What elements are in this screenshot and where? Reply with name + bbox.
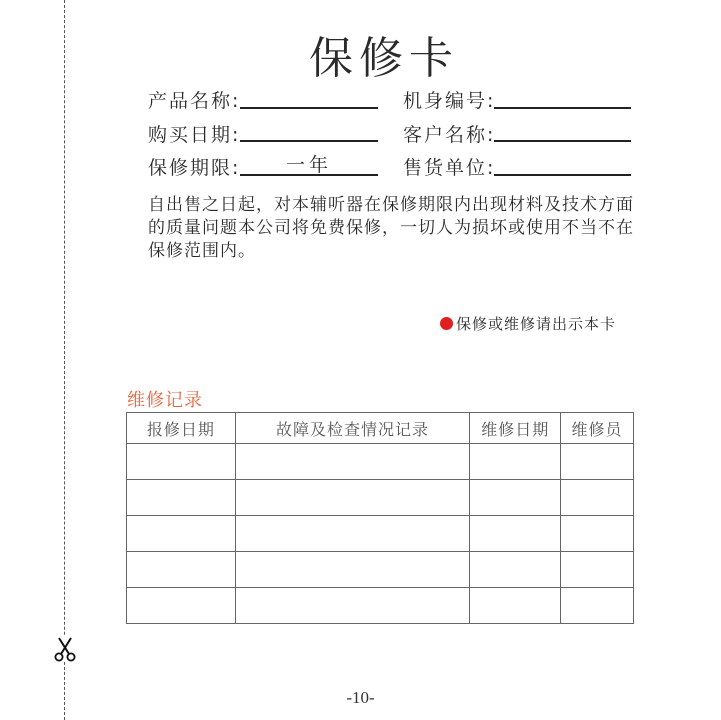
- customer-name-field: [403, 120, 495, 147]
- warranty-period-field: [148, 153, 240, 180]
- warranty-period-value: 一年: [285, 154, 332, 176]
- repair-records-title: 维修记录: [127, 390, 203, 411]
- product-name-field: [148, 86, 240, 113]
- serial-field: [403, 86, 495, 113]
- purchase-date-field: [148, 120, 240, 147]
- table-cell[interactable]: [470, 588, 561, 624]
- table-cell[interactable]: [127, 480, 236, 516]
- table-cell[interactable]: [127, 552, 236, 588]
- table-cell[interactable]: [561, 552, 634, 588]
- table-cell[interactable]: [127, 588, 236, 624]
- table-row: [127, 552, 634, 588]
- table-cell[interactable]: [470, 480, 561, 516]
- warranty-description: 自出售之日起，对本辅听器在保修期限内出现材料及技术方面的质量问题本公司将免费保修，一切人为损坏或使用不当不在保修范围内。: [148, 195, 634, 261]
- column-header: 报修日期: [127, 413, 236, 444]
- table-cell[interactable]: [561, 588, 634, 624]
- page-number: -10-: [346, 688, 375, 707]
- column-header: 维修员: [561, 413, 634, 444]
- notice-text: 保修或维修请出示本卡: [456, 315, 617, 333]
- table-cell[interactable]: [127, 516, 236, 552]
- table-cell[interactable]: [470, 516, 561, 552]
- table-cell[interactable]: [235, 444, 470, 480]
- table-cell[interactable]: [235, 588, 470, 624]
- red-dot-icon: [440, 317, 453, 330]
- warranty-period-label: 保修期限:: [148, 157, 241, 179]
- table-header-row: [127, 413, 634, 444]
- table-cell[interactable]: [235, 480, 470, 516]
- warranty-period-value-field: [240, 150, 378, 174]
- product-name-label: 产品名称:: [148, 90, 241, 112]
- scissors-icon: [52, 636, 78, 662]
- card-title: 保修卡: [309, 33, 459, 84]
- table-cell[interactable]: [127, 444, 236, 480]
- table-cell[interactable]: [470, 552, 561, 588]
- table-cell[interactable]: [561, 516, 634, 552]
- table-row: [127, 480, 634, 516]
- customer-name-label: 客户名称:: [403, 124, 496, 146]
- serial-label: 机身编号:: [403, 90, 496, 112]
- column-header: 维修日期: [470, 413, 561, 444]
- dealer-field: [403, 153, 495, 180]
- table-row: [127, 516, 634, 552]
- table-cell[interactable]: [470, 444, 561, 480]
- table-cell[interactable]: [235, 552, 470, 588]
- purchase-date-label: 购买日期:: [148, 124, 241, 146]
- table-cell[interactable]: [235, 516, 470, 552]
- table-cell[interactable]: [561, 444, 634, 480]
- cut-line: [64, 0, 65, 720]
- dealer-label: 售货单位:: [403, 157, 496, 179]
- notice: [440, 313, 616, 334]
- table-row: [127, 588, 634, 624]
- table-row: [127, 444, 634, 480]
- table-cell[interactable]: [561, 480, 634, 516]
- repair-records-table: [126, 412, 634, 624]
- column-header: 故障及检查情况记录: [235, 413, 470, 444]
